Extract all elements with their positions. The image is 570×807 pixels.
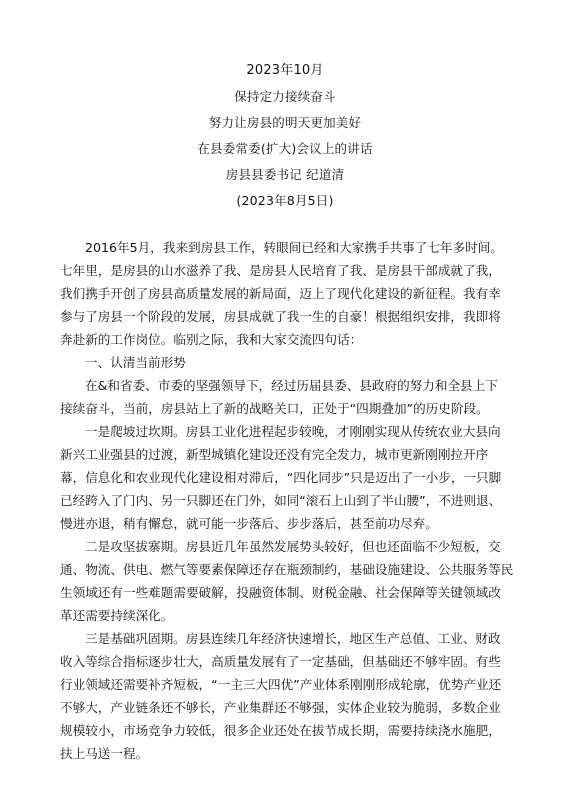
speech-occasion: 在县委常委(扩大)会议上的讲话 — [197, 141, 373, 156]
text-line: 2016年5月，我来到房县工作，转眼间已经和大家携手共事了七年多时间。 — [85, 240, 503, 255]
text-line: 收入等综合指标逐步壮大，高质量发展有了一定基础，但基础还不够牢固。有些 — [60, 654, 501, 669]
paragraph-context — [60, 374, 516, 420]
title-line-2: 努力让房县的明天更加美好 — [208, 115, 362, 130]
speaker-byline: 房县县委书记 纪道清 — [225, 167, 345, 182]
paragraph-point-3 — [60, 627, 516, 765]
text-line: 在&和省委、市委的坚强领导下，经过历届县委、县政府的努力和全县上下 — [85, 378, 498, 393]
text-line: 二是攻坚拔寨期。房县近几年虽然发展势头较好，但也还面临不少短板，交 — [85, 539, 501, 554]
text-line: 一是爬坡过坎期。房县工业化进程起步较晚，才刚刚实现从传统农业大县向 — [85, 424, 501, 439]
text-line: 七年里，是房县的山水滋养了我、是房县人民培育了我、是房县干部成就了我， — [60, 263, 501, 278]
text-line: 行业领域还需要补齐短板，“一主三大四优”产业体系刚刚形成轮廓，优势产业还 — [60, 677, 502, 692]
text-line: 幕，信息化和农业现代化建设相对滞后，“四化同步”只是迈出了一小步，一只脚 — [60, 470, 502, 485]
speech-body — [60, 236, 516, 765]
section-heading — [60, 351, 516, 374]
text-line: 通、物流、供电、燃气等要素保障还存在瓶颈制约，基础设施建设、公共服务等民 — [60, 562, 514, 577]
text-line: 规模较小，市场竞争力较低，很多企业还处在拔节成长期，需要持续浇水施肥， — [60, 723, 501, 738]
text-line: 奔赴新的工作岗位。临别之际，我和大家交流四句话： — [60, 332, 363, 347]
text-line: 接续奋斗，当前，房县站上了新的战略关口，正处于“四期叠加”的历史阶段。 — [60, 401, 489, 416]
text-line: 参与了房县一个阶段的发展，房县成就了我一生的自豪！根据组织安排，我即将 — [60, 309, 501, 324]
speech-date: (2023年8月5日) — [236, 193, 334, 208]
paragraph-point-1 — [60, 420, 516, 535]
text-line: 三是基础巩固期。房县连续几年经济快速增长，地区生产总值、工业、财政 — [85, 631, 501, 646]
paragraph-point-2 — [60, 535, 516, 627]
text-line: 扶上马送一程。 — [60, 746, 149, 761]
paragraph-intro — [60, 236, 516, 351]
text-line: 不够大，产业链条还不够长，产业集群还不够强，实体企业较为脆弱，多数企业 — [60, 700, 501, 715]
title-line-1: 保持定力接续奋斗 — [234, 89, 336, 104]
text-line: 慢进亦退，稍有懈怠，就可能一步落后、步步落后，甚至前功尽弃。 — [60, 516, 438, 531]
document-header — [0, 58, 570, 214]
text-line: 新兴工业强县的过渡，新型城镇化建设还没有完全发力，城市更新刚刚拉开序 — [60, 447, 489, 462]
text-line: 已经跨入了门内、另一只脚还在门外，如同“滚石上山到了半山腰”，不进则退、 — [60, 493, 502, 508]
text-line: 我们携手开创了房县高质量发展的新局面，迈上了现代化建设的新征程。我有幸 — [60, 286, 501, 301]
document-date: 2023年10月 — [246, 63, 324, 78]
text-line: 革还需要持续深化。 — [60, 608, 174, 623]
text-line: 生领域还有一些难题需要破解，投融资体制、财税金融、社会保障等关键领域改 — [60, 585, 501, 600]
text-line: 一、认清当前形势 — [85, 355, 186, 370]
